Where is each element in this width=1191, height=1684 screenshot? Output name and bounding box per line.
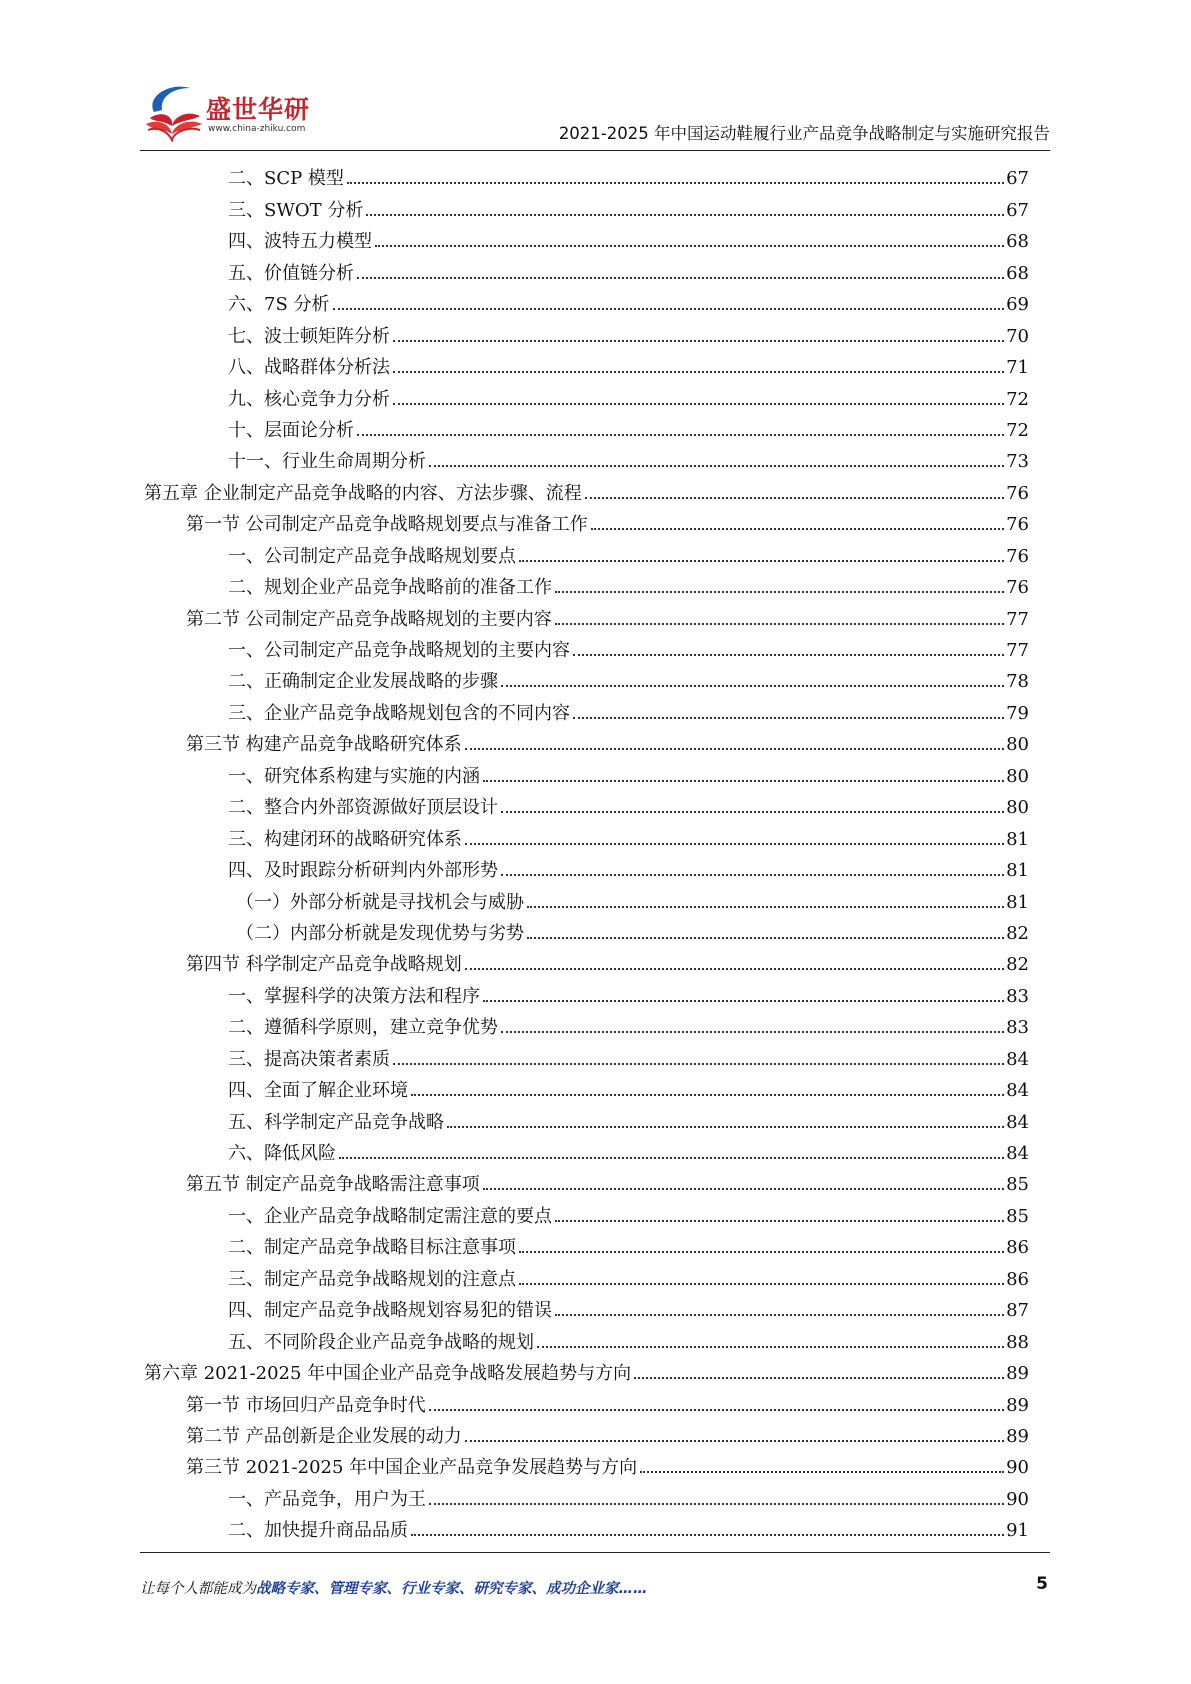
toc-entry-page: 68 bbox=[1006, 262, 1029, 284]
toc-entry-label: 一、研究体系构建与实施的内涵 bbox=[228, 765, 480, 787]
book-swoosh-logo-icon bbox=[140, 82, 204, 144]
toc-entry-label: （二）内部分析就是发现优势与劣势 bbox=[236, 922, 524, 944]
toc-dot-leader bbox=[333, 308, 1005, 310]
toc-entry-label: 第五章 企业制定产品竞争战略的内容、方法步骤、流程 bbox=[144, 482, 582, 504]
toc-entry-label: 三、制定产品竞争战略规划的注意点 bbox=[228, 1268, 516, 1290]
toc-entry-page: 70 bbox=[1006, 325, 1029, 347]
toc-entry[interactable] bbox=[144, 474, 1029, 505]
toc-entry-label: 五、不同阶段企业产品竞争战略的规划 bbox=[228, 1331, 534, 1353]
toc-entry-label: 二、SCP 模型 bbox=[228, 168, 344, 190]
toc-entry[interactable] bbox=[144, 946, 1029, 977]
toc-entry[interactable] bbox=[144, 883, 1029, 914]
toc-dot-leader bbox=[527, 937, 1004, 939]
toc-entry-page: 89 bbox=[1006, 1363, 1029, 1385]
toc-entry[interactable] bbox=[144, 380, 1029, 411]
toc-entry-label: 六、7S 分析 bbox=[228, 294, 330, 316]
toc-entry[interactable] bbox=[144, 1449, 1029, 1480]
logo-url: www.china-zhiku.com bbox=[208, 124, 306, 134]
toc-entry-label: 第六章 2021-2025 年中国企业产品竞争战略发展趋势与方向 bbox=[144, 1363, 632, 1385]
toc-dot-leader bbox=[429, 1409, 1004, 1411]
toc-dot-leader bbox=[501, 1031, 1004, 1033]
toc-dot-leader bbox=[634, 1377, 1004, 1379]
toc-entry-label: 十、层面论分析 bbox=[228, 419, 354, 441]
toc-entry-page: 84 bbox=[1006, 1080, 1029, 1102]
toc-dot-leader bbox=[537, 1346, 1004, 1348]
toc-entry[interactable] bbox=[144, 1166, 1029, 1197]
toc-dot-leader bbox=[465, 748, 1004, 750]
toc-dot-leader bbox=[585, 497, 1004, 499]
toc-entry-label: 二、遵循科学原则，建立竞争优势 bbox=[228, 1017, 498, 1039]
toc-entry-page: 72 bbox=[1006, 388, 1029, 410]
toc-entry-label: 第四节 科学制定产品竞争战略规划 bbox=[186, 954, 462, 976]
toc-dot-leader bbox=[375, 245, 1004, 247]
toc-entry-page: 67 bbox=[1006, 168, 1029, 190]
toc-dot-leader bbox=[411, 1094, 1004, 1096]
toc-entry[interactable] bbox=[144, 915, 1029, 946]
toc-dot-leader bbox=[591, 528, 1004, 530]
toc-entry-label: 第一节 公司制定产品竞争战略规划要点与准备工作 bbox=[186, 514, 588, 536]
toc-entry-label: 三、企业产品竞争战略规划包含的不同内容 bbox=[228, 702, 570, 724]
toc-entry-page: 67 bbox=[1006, 199, 1029, 221]
toc-dot-leader bbox=[640, 1471, 1004, 1473]
toc-dot-leader bbox=[393, 403, 1004, 405]
toc-dot-leader bbox=[347, 182, 1004, 184]
toc-entry[interactable] bbox=[144, 1512, 1029, 1543]
table-of-contents bbox=[144, 160, 1029, 1543]
toc-dot-leader bbox=[339, 1157, 1004, 1159]
toc-entry[interactable] bbox=[144, 1072, 1029, 1103]
toc-entry[interactable] bbox=[144, 349, 1029, 380]
toc-entry[interactable] bbox=[144, 1009, 1029, 1040]
toc-entry[interactable] bbox=[144, 254, 1029, 285]
toc-entry-page: 91 bbox=[1006, 1520, 1029, 1542]
toc-dot-leader bbox=[357, 277, 1004, 279]
page-number: 5 bbox=[1036, 1574, 1048, 1594]
toc-entry-page: 90 bbox=[1006, 1488, 1029, 1510]
toc-dot-leader bbox=[483, 1188, 1004, 1190]
toc-dot-leader bbox=[465, 843, 1004, 845]
toc-entry[interactable] bbox=[144, 757, 1029, 788]
toc-entry[interactable] bbox=[144, 1103, 1029, 1134]
page-header bbox=[140, 78, 1050, 151]
toc-dot-leader bbox=[393, 340, 1004, 342]
toc-entry-label: 四、全面了解企业环境 bbox=[228, 1080, 408, 1102]
toc-dot-leader bbox=[393, 1063, 1004, 1065]
toc-dot-leader bbox=[573, 654, 1004, 656]
toc-entry-page: 79 bbox=[1006, 702, 1029, 724]
toc-dot-leader bbox=[357, 434, 1004, 436]
toc-entry[interactable] bbox=[144, 1229, 1029, 1260]
toc-entry-page: 83 bbox=[1006, 1017, 1029, 1039]
toc-entry-label: 十一、行业生命周期分析 bbox=[228, 451, 426, 473]
toc-entry[interactable] bbox=[144, 286, 1029, 317]
toc-entry-page: 80 bbox=[1006, 734, 1029, 756]
toc-entry[interactable] bbox=[144, 663, 1029, 694]
toc-entry-page: 82 bbox=[1006, 954, 1029, 976]
toc-entry-page: 76 bbox=[1006, 482, 1029, 504]
toc-entry-page: 85 bbox=[1006, 1174, 1029, 1196]
toc-entry-label: 四、制定产品竞争战略规划容易犯的错误 bbox=[228, 1300, 552, 1322]
toc-entry-page: 84 bbox=[1006, 1048, 1029, 1070]
toc-dot-leader bbox=[555, 1220, 1004, 1222]
toc-entry[interactable] bbox=[144, 412, 1029, 443]
toc-entry-page: 73 bbox=[1006, 451, 1029, 473]
toc-entry-label: 二、加快提升商品品质 bbox=[228, 1520, 408, 1542]
toc-entry-label: 二、整合内外部资源做好顶层设计 bbox=[228, 797, 498, 819]
toc-entry[interactable] bbox=[144, 317, 1029, 348]
toc-entry-page: 87 bbox=[1006, 1300, 1029, 1322]
toc-dot-leader bbox=[501, 685, 1004, 687]
toc-entry-label: （一）外部分析就是寻找机会与威胁 bbox=[236, 891, 524, 913]
toc-entry-label: 三、提高决策者素质 bbox=[228, 1048, 390, 1070]
toc-dot-leader bbox=[555, 591, 1004, 593]
toc-entry-label: 一、企业产品竞争战略制定需注意的要点 bbox=[228, 1205, 552, 1227]
toc-dot-leader bbox=[429, 465, 1004, 467]
toc-entry-page: 69 bbox=[1006, 294, 1029, 316]
toc-dot-leader bbox=[483, 780, 1004, 782]
toc-entry-label: 九、核心竞争力分析 bbox=[228, 388, 390, 410]
toc-dot-leader bbox=[519, 560, 1004, 562]
toc-entry-page: 68 bbox=[1006, 231, 1029, 253]
slogan-prefix: 让每个人都能成为 bbox=[140, 1581, 256, 1597]
toc-entry-page: 76 bbox=[1006, 514, 1029, 536]
toc-entry-label: 四、及时跟踪分析研判内外部形势 bbox=[228, 860, 498, 882]
toc-dot-leader bbox=[465, 1440, 1004, 1442]
toc-entry-page: 77 bbox=[1006, 640, 1029, 661]
toc-entry[interactable] bbox=[144, 506, 1029, 537]
page-footer bbox=[140, 1552, 1050, 1613]
toc-entry-page: 71 bbox=[1006, 357, 1029, 379]
toc-dot-leader bbox=[447, 1126, 1004, 1128]
toc-entry[interactable] bbox=[144, 223, 1029, 254]
toc-entry-label: 七、波士顿矩阵分析 bbox=[228, 325, 390, 347]
toc-entry-page: 89 bbox=[1006, 1425, 1029, 1447]
toc-dot-leader bbox=[465, 968, 1004, 970]
toc-dot-leader bbox=[429, 1503, 1004, 1505]
toc-entry[interactable] bbox=[144, 1355, 1029, 1386]
toc-entry-label: 二、正确制定企业发展战略的步骤 bbox=[228, 671, 498, 693]
toc-entry-label: 三、构建闭环的战略研究体系 bbox=[228, 828, 462, 850]
toc-dot-leader bbox=[501, 874, 1004, 876]
toc-entry-page: 81 bbox=[1006, 828, 1029, 850]
toc-entry[interactable] bbox=[144, 600, 1029, 631]
toc-dot-leader bbox=[411, 1534, 1004, 1536]
toc-entry-page: 89 bbox=[1006, 1394, 1029, 1416]
toc-entry[interactable] bbox=[144, 1260, 1029, 1291]
toc-entry-label: 一、公司制定产品竞争战略规划的主要内容 bbox=[228, 640, 570, 661]
report-title: 2021-2025 年中国运动鞋履行业产品竞争战略制定与实施研究报告 bbox=[558, 124, 1050, 143]
company-logo bbox=[140, 78, 320, 148]
toc-entry-page: 80 bbox=[1006, 765, 1029, 787]
toc-dot-leader bbox=[519, 1251, 1004, 1253]
toc-entry-label: 第二节 公司制定产品竞争战略规划的主要内容 bbox=[186, 608, 552, 630]
footer-slogan bbox=[140, 1577, 648, 1598]
toc-dot-leader bbox=[501, 811, 1004, 813]
toc-entry-page: 81 bbox=[1006, 860, 1029, 882]
toc-entry[interactable] bbox=[144, 852, 1029, 883]
slogan-highlight: 战略专家、管理专家、行业专家、研究专家、成功企业家…… bbox=[256, 1581, 648, 1597]
toc-entry-label: 第三节 2021-2025 年中国企业产品竞争发展趋势与方向 bbox=[186, 1457, 638, 1479]
toc-entry-label: 第一节 市场回归产品竞争时代 bbox=[186, 1394, 426, 1416]
toc-entry[interactable] bbox=[144, 569, 1029, 600]
toc-dot-leader bbox=[366, 214, 1004, 216]
toc-entry-label: 一、公司制定产品竞争战略规划要点 bbox=[228, 545, 516, 567]
toc-entry-label: 五、科学制定产品竞争战略 bbox=[228, 1111, 444, 1133]
toc-entry-label: 一、产品竞争，用户为王 bbox=[228, 1488, 426, 1510]
logo-name: 盛世华研 bbox=[206, 95, 311, 124]
toc-entry-page: 85 bbox=[1006, 1205, 1029, 1227]
toc-entry-label: 六、降低风险 bbox=[228, 1143, 336, 1164]
toc-dot-leader bbox=[573, 717, 1004, 719]
toc-entry-page: 88 bbox=[1006, 1331, 1029, 1353]
toc-entry-page: 86 bbox=[1006, 1237, 1029, 1259]
toc-entry-page: 81 bbox=[1006, 891, 1029, 913]
toc-entry[interactable] bbox=[144, 977, 1029, 1008]
toc-entry-page: 72 bbox=[1006, 419, 1029, 441]
toc-entry-page: 86 bbox=[1006, 1268, 1029, 1290]
toc-entry[interactable] bbox=[144, 537, 1029, 568]
toc-entry[interactable] bbox=[144, 726, 1029, 757]
toc-entry-page: 76 bbox=[1006, 577, 1029, 599]
toc-entry[interactable] bbox=[144, 1135, 1029, 1166]
toc-entry-label: 四、波特五力模型 bbox=[228, 231, 372, 253]
toc-entry-label: 二、规划企业产品竞争战略前的准备工作 bbox=[228, 577, 552, 599]
toc-entry-page: 84 bbox=[1006, 1111, 1029, 1133]
toc-entry[interactable] bbox=[144, 820, 1029, 851]
toc-entry[interactable] bbox=[144, 1292, 1029, 1323]
toc-dot-leader bbox=[555, 623, 1004, 625]
toc-entry[interactable] bbox=[144, 1040, 1029, 1071]
toc-entry-label: 二、制定产品竞争战略目标注意事项 bbox=[228, 1237, 516, 1259]
toc-dot-leader bbox=[555, 1314, 1004, 1316]
toc-entry-label: 五、价值链分析 bbox=[228, 262, 354, 284]
toc-entry-page: 77 bbox=[1006, 608, 1029, 630]
toc-entry-label: 三、SWOT 分析 bbox=[228, 199, 364, 221]
toc-entry-page: 80 bbox=[1006, 797, 1029, 819]
toc-entry-label: 第三节 构建产品竞争战略研究体系 bbox=[186, 734, 462, 756]
toc-entry[interactable] bbox=[144, 160, 1029, 191]
toc-entry-label: 第五节 制定产品竞争战略需注意事项 bbox=[186, 1174, 480, 1196]
toc-entry[interactable] bbox=[144, 1323, 1029, 1354]
toc-entry-page: 90 bbox=[1006, 1457, 1029, 1479]
toc-entry-page: 76 bbox=[1006, 545, 1029, 567]
toc-entry-label: 第二节 产品创新是企业发展的动力 bbox=[186, 1425, 462, 1447]
toc-entry-label: 一、掌握科学的决策方法和程序 bbox=[228, 985, 480, 1007]
toc-entry[interactable] bbox=[144, 443, 1029, 474]
toc-entry[interactable] bbox=[144, 1418, 1029, 1449]
toc-dot-leader bbox=[527, 906, 1004, 908]
toc-entry-page: 78 bbox=[1006, 671, 1029, 693]
toc-entry[interactable] bbox=[144, 191, 1029, 222]
toc-dot-leader bbox=[519, 1283, 1004, 1285]
toc-entry[interactable] bbox=[144, 1197, 1029, 1228]
toc-entry-label: 八、战略群体分析法 bbox=[228, 357, 390, 379]
toc-dot-leader bbox=[393, 371, 1004, 373]
toc-entry[interactable] bbox=[144, 632, 1029, 663]
toc-dot-leader bbox=[483, 1000, 1004, 1002]
toc-entry[interactable] bbox=[144, 694, 1029, 725]
toc-entry[interactable] bbox=[144, 1480, 1029, 1511]
toc-entry-page: 84 bbox=[1006, 1143, 1029, 1164]
toc-entry[interactable] bbox=[144, 1386, 1029, 1417]
toc-entry-page: 83 bbox=[1006, 985, 1029, 1007]
toc-entry[interactable] bbox=[144, 789, 1029, 820]
toc-entry-page: 82 bbox=[1006, 922, 1029, 944]
